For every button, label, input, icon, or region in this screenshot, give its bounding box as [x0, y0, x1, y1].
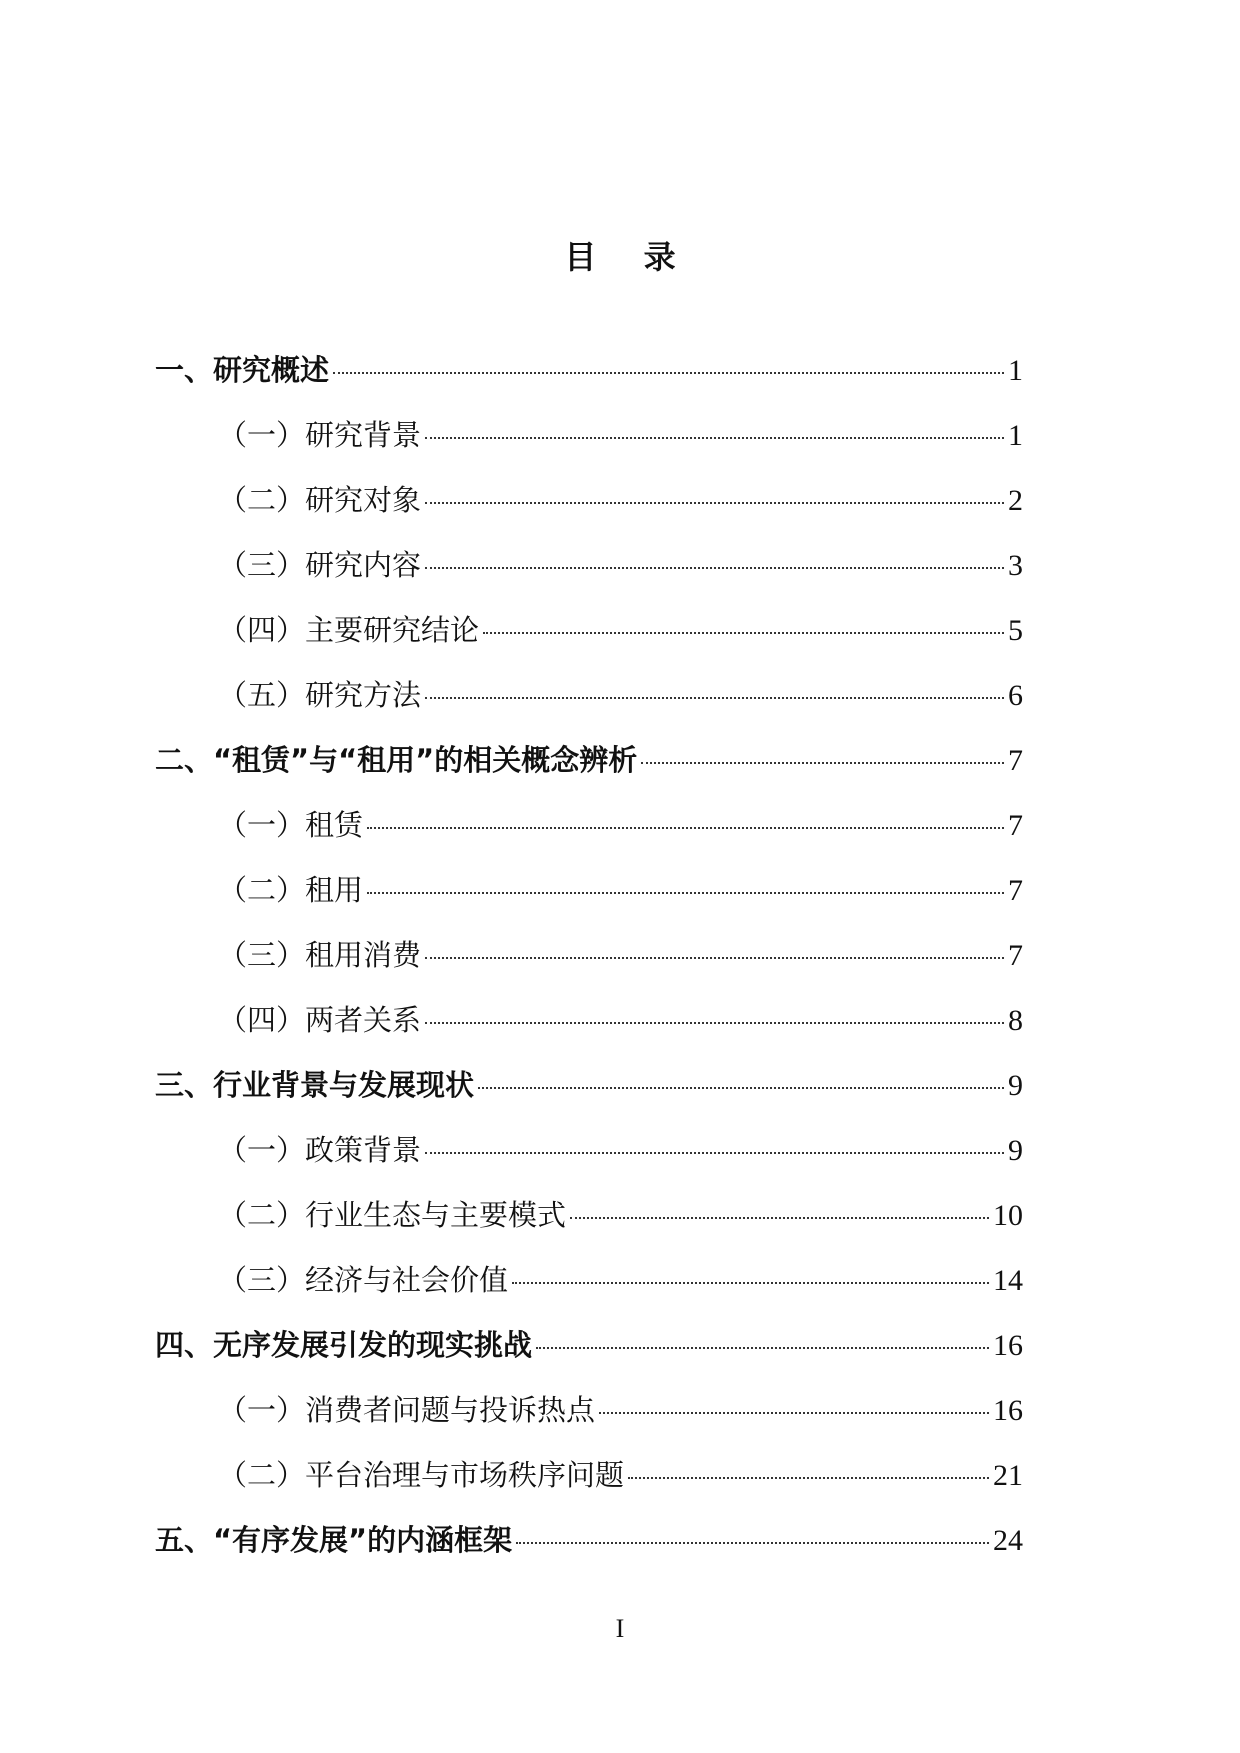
- toc-entry-page-number: 9: [1008, 1134, 1023, 1167]
- toc-entry-page-number: 14: [993, 1264, 1023, 1297]
- dot-leader: [478, 1087, 1004, 1089]
- toc-entry-label: （二）研究对象: [218, 483, 422, 517]
- toc-entry-label: 二、“租赁”与“租用”的相关概念辨析: [155, 743, 638, 777]
- toc-section-entry[interactable]: [155, 478, 1023, 543]
- toc-entry-label: （一）消费者问题与投诉热点: [218, 1393, 596, 1427]
- toc-section-entry[interactable]: [155, 543, 1023, 608]
- dot-leader: [425, 957, 1004, 959]
- toc-entry-label: （一）租赁: [218, 808, 364, 842]
- toc-chapter-entry[interactable]: [155, 738, 1023, 803]
- toc-section-entry[interactable]: [155, 1128, 1023, 1193]
- page-number: I: [615, 1614, 625, 1643]
- toc-section-entry[interactable]: [155, 1453, 1023, 1518]
- toc-entry-page-number: 7: [1008, 874, 1023, 907]
- dot-leader: [425, 1022, 1004, 1024]
- toc-entry-label: （二）行业生态与主要模式: [218, 1198, 567, 1232]
- toc-entry-page-number: 16: [993, 1394, 1023, 1427]
- toc-entry-page-number: 5: [1008, 614, 1023, 647]
- toc-entry-page-number: 1: [1008, 419, 1023, 452]
- toc-entry-label: 四、无序发展引发的现实挑战: [155, 1328, 533, 1362]
- toc-section-entry[interactable]: [155, 868, 1023, 933]
- dot-leader: [483, 632, 1004, 634]
- dot-leader: [425, 437, 1004, 439]
- toc-entry-page-number: 24: [993, 1524, 1023, 1557]
- toc-section-entry[interactable]: [155, 1388, 1023, 1453]
- table-of-contents: [155, 348, 1023, 1583]
- toc-entry-page-number: 8: [1008, 1004, 1023, 1037]
- toc-entry-page-number: 3: [1008, 549, 1023, 582]
- toc-entry-page-number: 10: [993, 1199, 1023, 1232]
- toc-entry-page-number: 7: [1008, 744, 1023, 777]
- toc-section-entry[interactable]: [155, 413, 1023, 478]
- dot-leader: [367, 892, 1004, 894]
- toc-chapter-entry[interactable]: [155, 348, 1023, 413]
- dot-leader: [628, 1477, 989, 1479]
- toc-entry-label: （三）经济与社会价值: [218, 1263, 509, 1297]
- dot-leader: [536, 1347, 989, 1349]
- toc-entry-label: （三）研究内容: [218, 548, 422, 582]
- toc-entry-label: （三）租用消费: [218, 938, 422, 972]
- toc-entry-page-number: 7: [1008, 809, 1023, 842]
- toc-entry-label: （四）主要研究结论: [218, 613, 480, 647]
- dot-leader: [425, 567, 1004, 569]
- toc-chapter-entry[interactable]: [155, 1518, 1023, 1583]
- toc-chapter-entry[interactable]: [155, 1063, 1023, 1128]
- toc-entry-label: （四）两者关系: [218, 1003, 422, 1037]
- toc-entry-page-number: 6: [1008, 679, 1023, 712]
- toc-entry-page-number: 1: [1008, 354, 1023, 387]
- dot-leader: [641, 762, 1004, 764]
- dot-leader: [333, 372, 1004, 374]
- toc-chapter-entry[interactable]: [155, 1323, 1023, 1388]
- toc-section-entry[interactable]: [155, 1258, 1023, 1323]
- toc-section-entry[interactable]: [155, 673, 1023, 738]
- toc-entry-label: （二）平台治理与市场秩序问题: [218, 1458, 625, 1492]
- toc-section-entry[interactable]: [155, 803, 1023, 868]
- toc-entry-label: （一）研究背景: [218, 418, 422, 452]
- dot-leader: [425, 502, 1004, 504]
- toc-section-entry[interactable]: [155, 608, 1023, 673]
- toc-entry-label: （五）研究方法: [218, 678, 422, 712]
- toc-entry-label: 五、“有序发展”的内涵框架: [155, 1523, 513, 1557]
- toc-section-entry[interactable]: [155, 933, 1023, 998]
- toc-section-entry[interactable]: [155, 1193, 1023, 1258]
- dot-leader: [425, 697, 1004, 699]
- page-title: 目 录: [564, 238, 694, 277]
- toc-entry-page-number: 16: [993, 1329, 1023, 1362]
- dot-leader: [570, 1217, 989, 1219]
- toc-section-entry[interactable]: [155, 998, 1023, 1063]
- toc-entry-label: （一）政策背景: [218, 1133, 422, 1167]
- dot-leader: [599, 1412, 989, 1414]
- toc-entry-page-number: 21: [993, 1459, 1023, 1492]
- toc-entry-label: 一、研究概述: [155, 353, 330, 387]
- dot-leader: [516, 1542, 989, 1544]
- toc-entry-label: （二）租用: [218, 873, 364, 907]
- dot-leader: [367, 827, 1004, 829]
- dot-leader: [512, 1282, 989, 1284]
- toc-entry-page-number: 2: [1008, 484, 1023, 517]
- toc-entry-label: 三、行业背景与发展现状: [155, 1068, 475, 1102]
- dot-leader: [425, 1152, 1004, 1154]
- toc-entry-page-number: 7: [1008, 939, 1023, 972]
- toc-entry-page-number: 9: [1008, 1069, 1023, 1102]
